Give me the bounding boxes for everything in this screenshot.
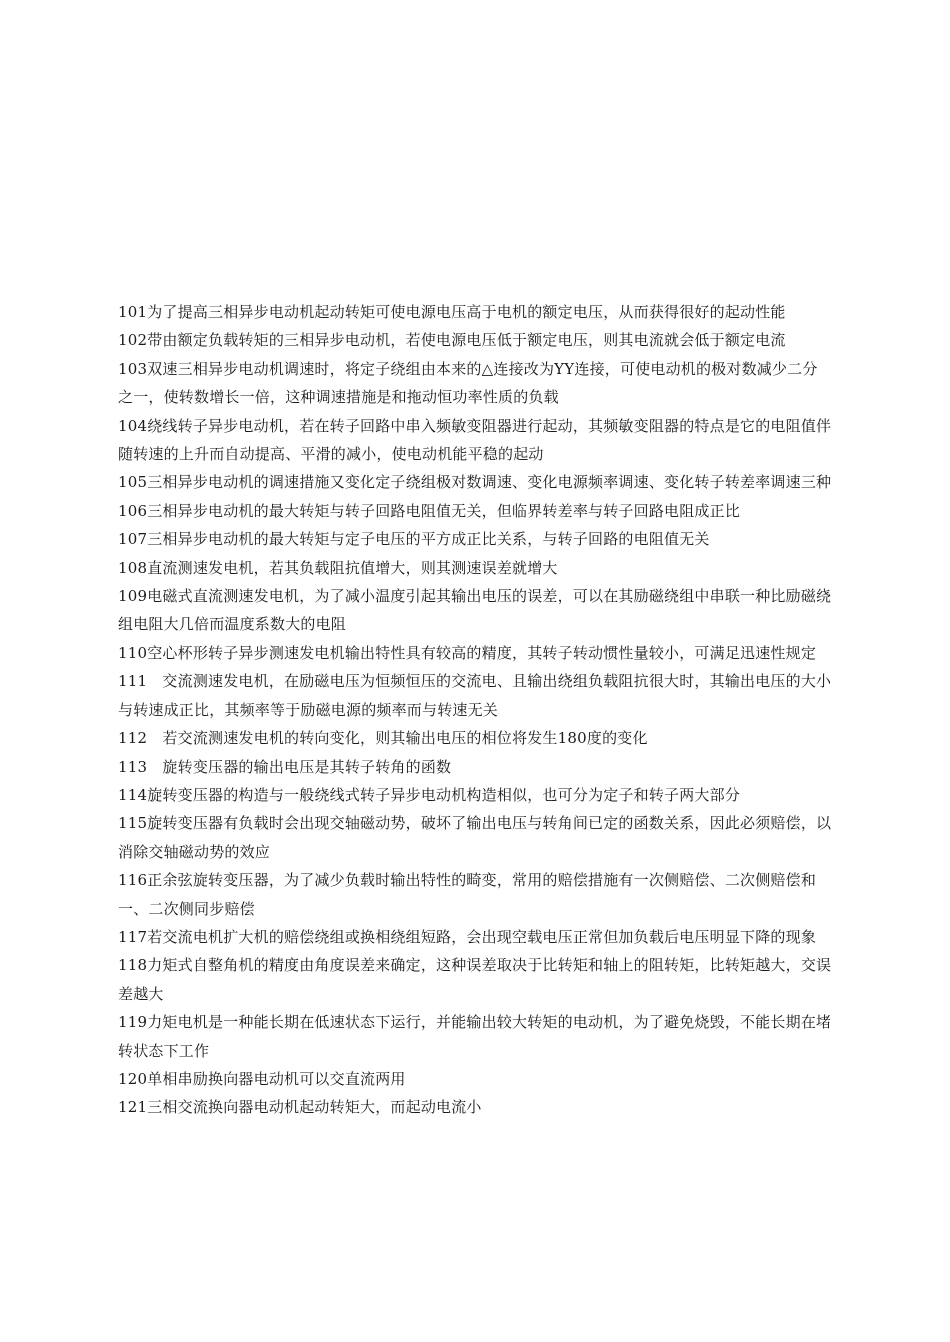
list-item-116: 116正余弦旋转变压器，为了减少负载时输出特性的畸变，常用的赔偿措施有一次侧赔偿、二次侧赔偿和一、二次侧同步赔偿 <box>118 871 817 918</box>
list-item-103: 103双速三相异步电动机调速时，将定子绕组由本来的△连接改为YY连接，可使电动机的极对数减少二分之一，使转数增长一倍，这种调速措施是和拖动恒功率性质的负载 <box>118 359 818 407</box>
list-item-102: 102带由额定负载转矩的三相异步电动机，若使电源电压低于额定电压，则其电流就会低于额定电流 <box>118 331 786 350</box>
list-item-115: 115旋转变压器有负载时会出现交轴磁动势，破坏了输出电压与转角间已定的函数关系，因此必须赔偿，以消除交轴磁动势的效应 <box>118 814 832 861</box>
list-item-108: 108直流测速发电机，若其负载阻抗值增大，则其测速误差就增大 <box>118 558 558 577</box>
list-item-105: 105三相异步电动机的调速措施又变化定子绕组极对数调速、变化电源频率调速、变化转子转差率调速三种 <box>118 473 832 492</box>
list-item-107: 107三相异步电动机的最大转矩与定子电压的平方成正比关系，与转子回路的电阻值无关 <box>118 530 710 549</box>
list-item-106: 106三相异步电动机的最大转矩与转子回路电阻值无关，但临界转差率与转子回路电阻成正比 <box>118 501 741 520</box>
list-item-111: 111 交流测速发电机，在励磁电压为恒频恒压的交流电、且输出绕组负载阻抗很大时，其输出电压的大小与转速成正比，其频率等于励磁电源的频率而与转速无关 <box>118 672 832 719</box>
list-item-114: 114旋转变压器的构造与一般绕线式转子异步电动机构造相似，也可分为定子和转子两大部分 <box>118 785 741 804</box>
list-item-110: 110空心杯形转子异步测速发电机输出特性具有较高的精度，其转子转动惯性量较小，可满足迅速性规定 <box>118 643 817 662</box>
list-item-112: 112 若交流测速发电机的转向变化，则其输出电压的相位将发生180度的变化 <box>118 729 648 748</box>
list-item-119: 119力矩电机是一种能长期在低速状态下运行，并能输出较大转矩的电动机，为了避免烧毁，不能长期在堵转状态下工作 <box>118 1013 832 1060</box>
list-item-121: 121三相交流换向器电动机起动转矩大，而起动电流小 <box>118 1098 482 1117</box>
document-body <box>118 298 832 1122</box>
list-item-101: 101为了提高三相异步电动机起动转矩可使电源电压高于电机的额定电压，从而获得很好的起动性能 <box>118 303 786 321</box>
list-item-117: 117若交流电机扩大机的赔偿绕组或换相绕组短路，会出现空载电压正常但加负载后电压明显下降的现象 <box>118 927 817 946</box>
list-item-104: 104绕线转子异步电动机，若在转子回路中串入频敏变阻器进行起动，其频敏变阻器的特点是它的电阻值伴随转速的上升而自动提高、平滑的减小，使电动机能平稳的起动 <box>118 416 832 464</box>
list-item-109: 109电磁式直流测速发电机，为了减小温度引起其输出电压的误差，可以在其励磁绕组中串联一种比励磁绕组电阻大几倍而温度系数大的电阻 <box>118 587 832 634</box>
list-item-113: 113 旋转变压器的输出电压是其转子转角的函数 <box>118 757 452 776</box>
list-item-118: 118力矩式自整角机的精度由角度误差来确定，这种误差取决于比转矩和轴上的阻转矩，比转矩越大，交误差越大 <box>118 956 832 1003</box>
list-item-120: 120单相串励换向器电动机可以交直流两用 <box>118 1069 406 1088</box>
